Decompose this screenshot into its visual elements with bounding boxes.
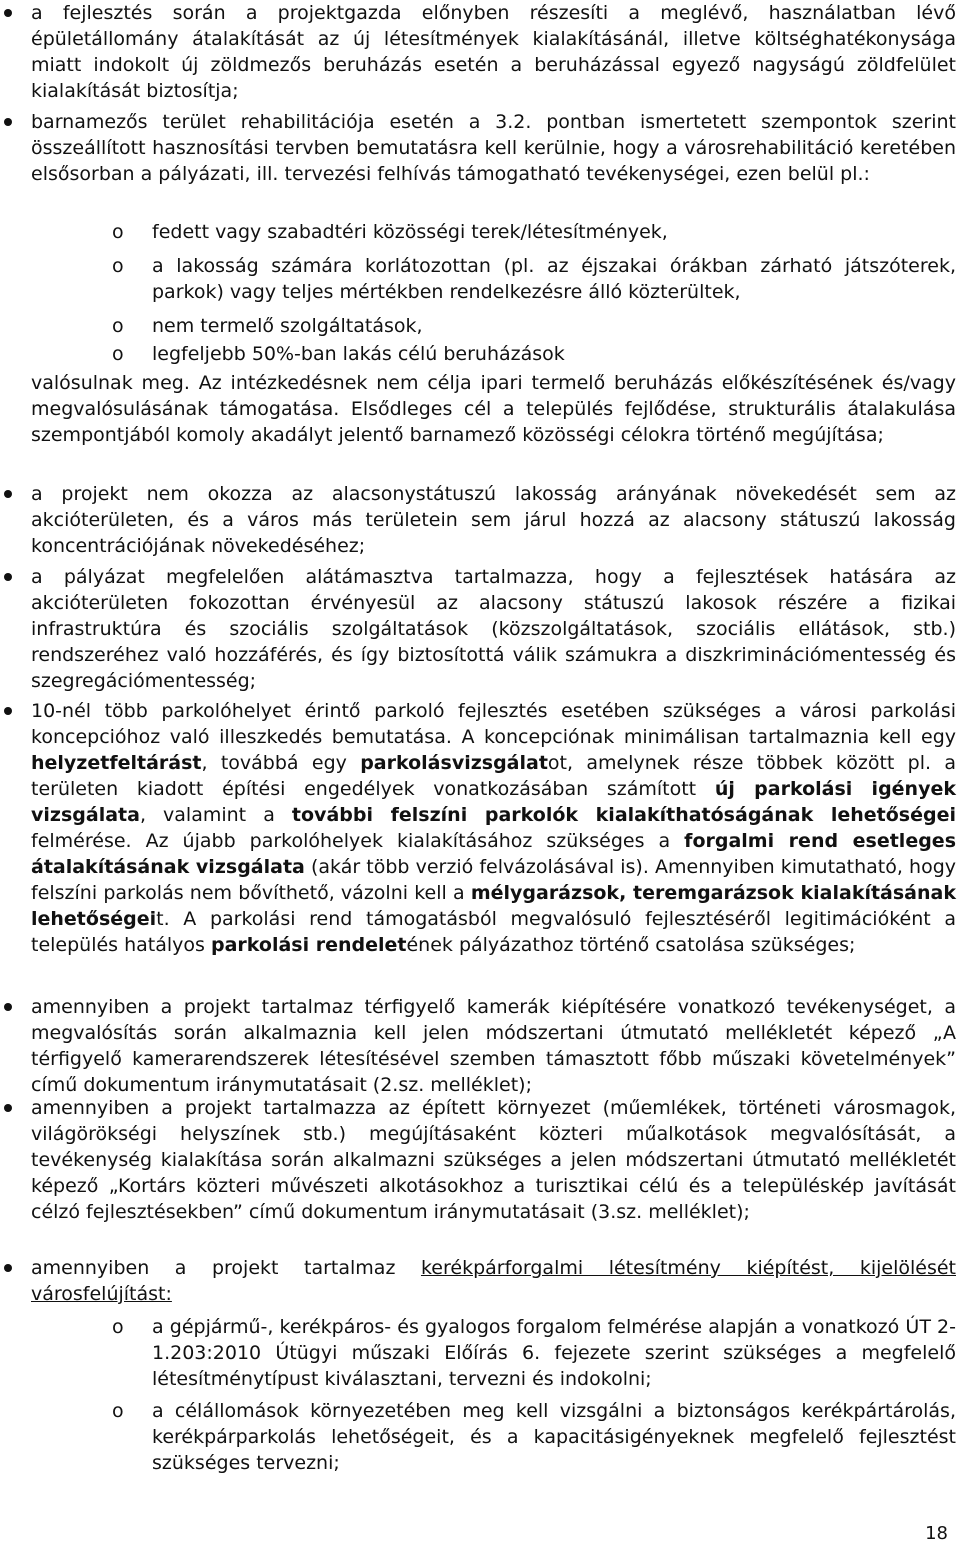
text-run: ot, amelynek része többek között pl. a területen kiadott építési engedélyek vonatkozásában számított	[31, 752, 956, 800]
sub-item-text: a lakosság számára korlátozottan (pl. az éjszakai órákban zárható játszóterek, parkok) vagy teljes mértékben rendelkezésre álló közterültek,	[152, 255, 956, 303]
circle-bullet-icon: o	[112, 221, 124, 243]
sub-item-text: nem termelő szolgáltatások,	[152, 315, 423, 337]
bullet-icon	[4, 573, 12, 581]
bold-run: parkolási rendelet	[210, 934, 407, 956]
paragraph-continuation	[31, 370, 956, 448]
bullet-icon	[4, 1264, 12, 1272]
bullet-item-low-status	[31, 481, 956, 559]
sub-item-text: a gépjármű-, kerékpáros- és gyalogos forgalom felmérése alapján a vonatkozó ÚT 2-1.203:2010 Útügyi műszaki Előírás 6. fejezete szerint szükséges a megfelelő létesítménytípust kiválasztani, tervezni és indokolni;	[152, 1316, 956, 1390]
text-run: , továbbá egy	[201, 752, 361, 774]
circle-bullet-icon: o	[112, 1400, 124, 1422]
text-run: (akár több verzió felvázolásával is). Amennyiben kimutatható, hogy felszíni parkolás nem bővíthető, vázolni kell a	[31, 856, 957, 904]
text-run: , valamint a	[139, 804, 292, 826]
item-text: a pályázat megfelelően alátámasztva tartalmazza, hogy a fejlesztések hatására az akcióterületen fokozottan érvényesül az alacsony státuszú lakosok részére a fizikai infrastruktúra és szociális szolgáltatások (közszolgáltatások, szociális ellátások, stb.) rendszeréhez való hozzáférés, és így biztosítottá válik számukra a diszkriminációmentesség és szegregációmentesség;	[31, 566, 956, 692]
bullet-icon	[4, 1104, 12, 1112]
bold-run: további felszíni parkolók kialakíthatóságának lehetőségei	[291, 804, 957, 826]
bullet-icon	[4, 707, 12, 715]
text-run: amennyiben a projekt tartalmaz	[31, 1257, 421, 1279]
text-run: felmérése. Az újabb parkolóhelyek kialakításához szükséges a	[31, 830, 685, 852]
item-text: amennyiben a projekt tartalmaz térfigyelő kamerák kiépítésére vonatkozó tevékenységet, a megvalósítás során alkalmaznia kell jelen módszertani útmutató mellékletét képező „A térfigyelő kamerarendszerek létesítésével szemben támasztott főbb műszaki követelmények” című dokumentum iránymutatásait (2.sz. melléklet);	[31, 996, 956, 1096]
bullet-item-cycling	[31, 1255, 956, 1307]
circle-bullet-icon: o	[112, 1316, 124, 1338]
sub-item-services	[112, 313, 956, 339]
bullet-icon	[4, 118, 12, 126]
sub-item-community-spaces	[112, 219, 956, 245]
bullet-icon	[4, 490, 12, 498]
bold-run: forgalmi rend esetleges átalakításának vizsgálata	[31, 830, 957, 878]
bold-run: parkolásvizsgálat	[360, 752, 548, 774]
bullet-icon	[4, 1003, 12, 1011]
text-run: 10-nél több parkolóhelyet érintő parkoló fejlesztés esetében szükséges a városi parkolási koncepcióhoz való illeszkedés bemutatása. A koncepciónak minimálisan tartalmaznia kell egy	[31, 700, 956, 748]
bold-run: új parkolási igények vizsgálata	[31, 778, 956, 826]
circle-bullet-icon: o	[112, 343, 124, 365]
item-text: a projekt nem okozza az alacsonystátuszú lakosság arányának növekedését sem az akcióterületen, és a város más területein sem járul hozzá az alacsony státuszú lakosság koncentrációjának növekedéséhez;	[31, 483, 956, 557]
sub-item-housing	[112, 341, 956, 367]
bullet-item-public-art	[31, 1095, 956, 1225]
sub-item-traffic-survey	[112, 1314, 956, 1392]
bullet-icon	[4, 9, 12, 17]
item-text: amennyiben a projekt tartalmazza az épített környezet (műemlékek, történeti városmagok, világörökségi helyszínek stb.) megújításaként közteri műalkotások megvalósítását, a tevékenység kialakítása során alkalmazni szükséges a jelen módszertani útmutató mellékletét képező „Kortárs közteri művészeti alkotásokhoz a turisztikai célú és a településkép javítását célzó fejlesztésekben” című dokumentum iránymutatásait (3.sz. melléklet);	[31, 1097, 956, 1223]
bullet-item-brownfield	[31, 109, 956, 187]
bullet-item-existing-buildings	[31, 0, 956, 104]
circle-bullet-icon: o	[112, 315, 124, 337]
bullet-item-application-access	[31, 564, 956, 694]
sub-item-public-areas	[112, 253, 956, 305]
bold-run: helyzetfeltárást	[31, 752, 202, 774]
text-run: t. A parkolási rend támogatásból megvalósuló fejlesztéséről legitimációként a település hatályos	[31, 908, 956, 956]
item-text: barnamezős terület rehabilitációja esetén a 3.2. pontban ismertetett szempontok szerint összeállított hasznosítási tervben bemutatásra kell kerülnie, hogy a városrehabilitáció keretében elsősorban a pályázati, ill. tervezési felhívás támogatható tevékenységei, ezen belül pl.:	[31, 111, 956, 185]
paragraph-text: valósulnak meg. Az intézkedésnek nem célja ipari termelő beruházás előkészítésének és/vagy megvalósulásának támogatása. Elsődleges cél a település fejlődése, strukturális átalakulása szempontjából komoly akadályt jelentő barnamező közösségi célokra történő megújítása;	[31, 372, 956, 446]
sub-item-text: fedett vagy szabadtéri közösségi terek/létesítmények,	[152, 221, 668, 243]
bullet-item-cameras	[31, 994, 956, 1098]
circle-bullet-icon: o	[112, 255, 124, 277]
underlined-run: kerékpárforgalmi létesítmény kiépítést, kijelölését városfelújítást:	[31, 1257, 956, 1305]
bullet-item-parking	[31, 698, 956, 958]
sub-item-text: legfeljebb 50%-ban lakás célú beruházások	[152, 343, 565, 365]
bold-run: mélygarázsok, teremgarázsok kialakításának lehetőségei	[31, 882, 956, 930]
item-text: a fejlesztés során a projektgazda előnyben részesíti a meglévő, használatban lévő épületállomány átalakítását az új létesítmények kialakításánál, illetve költséghatékonysága miatt indokolt új zöldmezős beruházás esetén a beruházással egyező nagyságú zöldfelület kialakítását biztosítja;	[31, 2, 956, 102]
sub-item-text: a célállomások környezetében meg kell vizsgálni a biztonságos kerékpártárolás, kerékpárparkolás lehetőségeit, és a kapacitásigényeknek megfelelő fejlesztést szükséges tervezni;	[152, 1400, 956, 1474]
page-number: 18	[925, 1523, 948, 1544]
sub-item-bike-parking	[112, 1398, 956, 1476]
text-run: ének pályázathoz történő csatolása szükséges;	[406, 934, 856, 956]
